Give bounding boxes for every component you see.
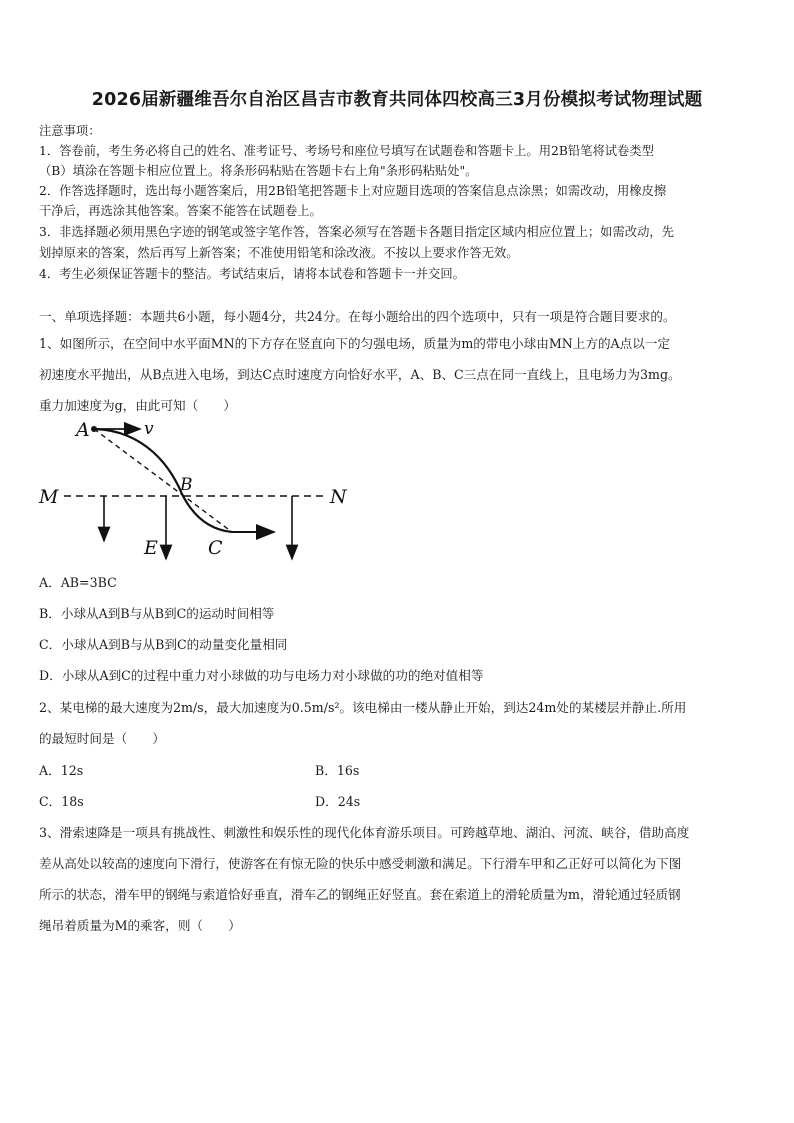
question-2-option: C．18s — [39, 794, 84, 809]
question-2-option: B．16s — [315, 763, 360, 778]
page-title: 2026届新疆维吾尔自治区昌吉市教育共同体四校高三3月份模拟考试物理试题 — [91, 90, 703, 110]
notice-line: 干净后，再选涂其他答案。答案不能答在试题卷上。 — [39, 204, 322, 218]
label-c: C — [208, 537, 223, 559]
label-a: A — [76, 419, 90, 441]
question-2-option: D．24s — [315, 794, 361, 809]
question-2-option: A．12s — [39, 763, 84, 778]
label-b: B — [180, 475, 193, 495]
notice-line: 1．答卷前，考生务必将自己的姓名、准考证号、考场号和座位号填写在试题卷和答题卡上。用2B铅笔将试卷类型 — [39, 144, 654, 158]
question-1-option: D．小球从A到C的过程中重力对小球做的功与电场力对小球做的功的绝对值相等 — [39, 668, 484, 683]
abc-dashed-line — [94, 429, 232, 532]
question-1-line: 重力加速度为g，由此可知（ ） — [39, 398, 236, 413]
question-1-option: A．AB=3BC — [39, 575, 117, 590]
question-1-figure — [36, 416, 356, 566]
notice-line: （B）填涂在答题卡相应位置上。将条形码粘贴在答题卡右上角"条形码粘贴处"。 — [39, 164, 478, 178]
question-3-line: 绳吊着质量为M的乘客，则（ ） — [39, 918, 241, 933]
label-m: M — [39, 486, 59, 508]
label-n: N — [330, 486, 347, 508]
label-e: E — [144, 537, 158, 559]
notice-heading: 注意事项： — [39, 124, 101, 138]
projectile-diagram — [36, 416, 356, 566]
notice-line: 划掉原来的答案，然后再写上新答案；不准使用铅笔和涂改液。不按以上要求作答无效。 — [39, 246, 519, 260]
notice-line: 3．非选择题必须用黑色字迹的钢笔或签字笔作答，答案必须写在答题卡各题目指定区域内相应位置上；如需改动，先 — [39, 225, 674, 239]
label-v: v — [144, 419, 154, 439]
question-1-option: B．小球从A到B与从B到C的运动时间相等 — [39, 606, 275, 621]
notice-line: 2．作答选择题时，选出每小题答案后，用2B铅笔把答题卡上对应题目选项的答案信息点涂黑；如需改动，用橡皮擦 — [39, 184, 667, 198]
question-1-option: C．小球从A到B与从B到C的动量变化量相同 — [39, 637, 288, 652]
question-2-line: 的最短时间是（ ） — [39, 731, 165, 746]
section-heading: 一、单项选择题：本题共6小题，每小题4分，共24分。在每小题给出的四个选项中，只有一项是符合题目要求的。 — [39, 309, 676, 324]
question-3-line: 3、滑索速降是一项具有挑战性、刺激性和娱乐性的现代化体育游乐项目。可跨越草地、湖泊、河流、峡谷，借助高度 — [39, 825, 690, 840]
question-3-line: 差从高处以较高的速度向下滑行，使游客在有惊无险的快乐中感受刺激和满足。下行滑车甲和乙正好可以简化为下图 — [39, 856, 682, 871]
question-1-line: 1、如图所示，在空间中水平面MN的下方存在竖直向下的匀强电场，质量为m的带电小球由MN上方的A点以一定 — [39, 336, 671, 351]
question-3-line: 所示的状态，滑车甲的钢绳与索道恰好垂直，滑车乙的钢绳正好竖直。套在索道上的滑轮质量为m，滑轮通过轻质钢 — [39, 887, 681, 902]
question-1-line: 初速度水平抛出，从B点进入电场，到达C点时速度方向恰好水平，A、B、C三点在同一直线上，且电场力为3mg。 — [39, 367, 681, 382]
notice-line: 4．考生必须保证答题卡的整洁。考试结束后，请将本试卷和答题卡一并交回。 — [39, 267, 465, 281]
question-2-line: 2、某电梯的最大速度为2m/s，最大加速度为0.5m/s²。该电梯由一楼从静止开始，到达24m处的某楼层并静止.所用 — [39, 700, 687, 715]
